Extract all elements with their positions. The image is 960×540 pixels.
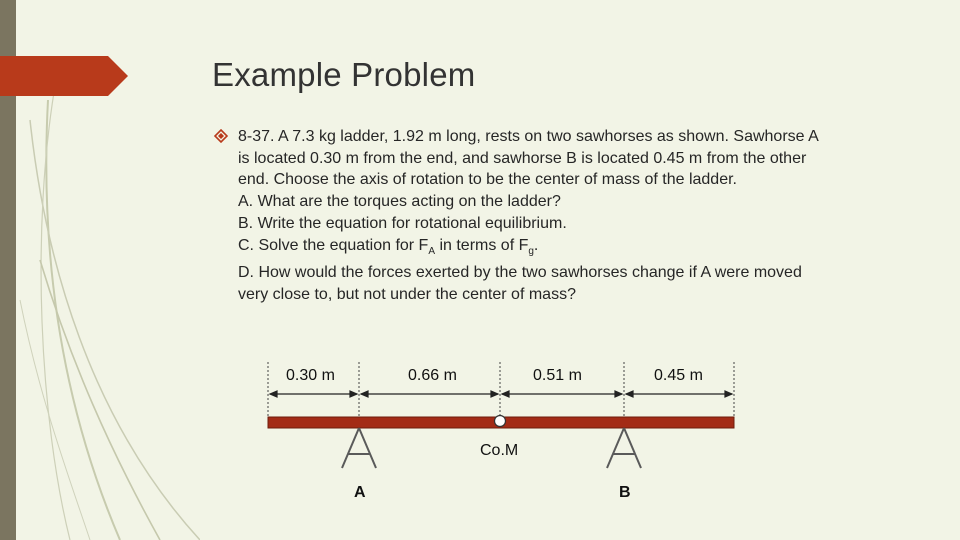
line-c-sub-g: g: [528, 245, 534, 257]
text-line-3: end. Choose the axis of rotation to be the center of mass of the ladder.: [238, 171, 737, 189]
dimension-label-4: 0.45 m: [654, 367, 703, 384]
line-c-sub-a: A: [428, 245, 435, 257]
line-c-suffix: .: [533, 236, 539, 254]
dimension-arrows: [270, 391, 732, 397]
line-c-prefix: C. Solve the equation for F: [238, 236, 429, 254]
text-line-1: 8-37. A 7.3 kg ladder, 1.92 m long, rests on two sawhorses as shown. Sawhorse A: [238, 128, 819, 145]
text-line-7: D. How would the forces exerted by the two sawhorses change if A were moved: [238, 264, 802, 282]
sawhorse-a-label: A: [354, 484, 366, 501]
text-line-5: B. Write the equation for rotational equilibrium.: [238, 214, 567, 232]
dimension-label-2: 0.66 m: [408, 367, 457, 384]
text-line-8: very close to, but not under the center of mass?: [238, 286, 576, 304]
sawhorse-b-label: B: [619, 484, 631, 501]
line-c-middle: in terms of F: [435, 236, 529, 254]
center-of-mass-marker: [495, 416, 506, 427]
slide-title: Example Problem: [212, 56, 476, 93]
text-line-4: A. What are the torques acting on the ladder?: [238, 193, 561, 211]
text-line-2: is located 0.30 m from the end, and sawhorse B is located 0.45 m from the other: [238, 149, 807, 167]
dimension-label-3: 0.51 m: [533, 367, 582, 384]
sawhorse-a: [342, 428, 376, 468]
dimension-label-1: 0.30 m: [286, 367, 335, 384]
center-of-mass-label: Co.M: [480, 442, 519, 459]
sawhorse-b: [607, 428, 641, 468]
